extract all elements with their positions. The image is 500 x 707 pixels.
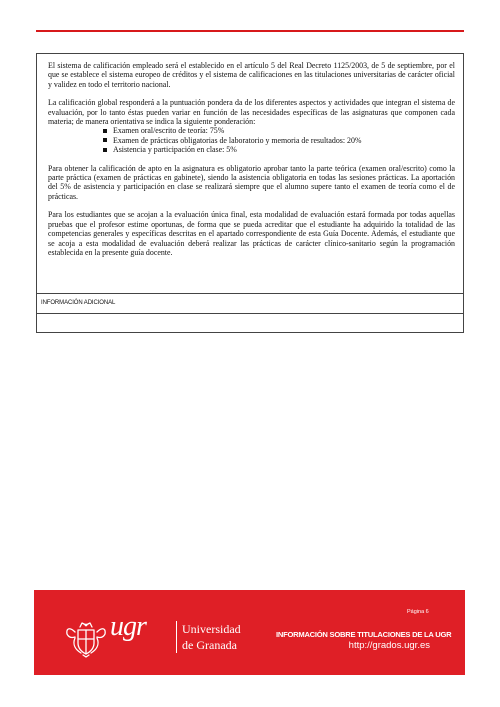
degrees-info-link[interactable]: http://grados.ugr.es [348,640,430,651]
evaluation-paragraph: Para los estudiantes que se acojan a la evaluación única final, esta modalidad de evaluación estará formada por todas aquellas pruebas que el profesor estime oportunas, de forma que se pueda acreditar que el estudiante ha adquirido la totalidad de las competencias generales y específicas descritas en el apartado correspondiente de esta Guía Docente. Además, el estudiante que se acoja a esta modalidad de evaluación deberá realizar las prácticas de carácter clínico-sanitario según la programación establecida en la presente guía docente. [48,210,455,257]
page-footer [34,590,465,675]
weighting-list [48,126,455,154]
header-rule [36,30,464,32]
logo-divider [176,621,177,653]
degrees-info-title: INFORMACIÓN SOBRE TITULACIONES DE LA UGR [276,630,452,639]
ugr-logo: ugr [110,611,146,642]
guide-section-table [36,53,464,333]
additional-info-body [37,314,463,334]
university-name [182,621,241,653]
university-name-line: de Granada [182,638,237,652]
weighting-item: Examen oral/escrito de teoría: 75% [103,126,455,135]
page-number: Página 6 [407,609,429,615]
weighting-item: Examen de prácticas obligatorias de laboratorio y memoria de resultados: 20% [103,136,455,145]
evaluation-cell [37,54,463,294]
evaluation-paragraph: La calificación global responderá a la puntuación pondera da de los diferentes aspectos y actividades que integran el sistema de evaluación, por lo tanto éstas pueden variar en función de las necesidades específicas de las asignaturas que componen cada materia; de manera orientativa se indica la siguiente ponderación: [48,98,455,127]
additional-info-heading: INFORMACIÓN ADICIONAL [37,294,463,314]
university-name-line: Universidad [182,622,241,636]
evaluation-paragraph: El sistema de calificación empleado será el establecido en el artículo 5 del Real Decreto 1125/2003, de 5 de septiembre, por el que se establece el sistema europeo de créditos y el sistema de calificaciones en las titulaciones universitarias de carácter oficial y validez en todo el territorio nacional. [48,61,455,89]
evaluation-paragraph: Para obtener la calificación de apto en la asignatura es obligatorio aprobar tanto la parte teórica (examen oral/escrito) como la parte práctica (examen de prácticas en gabinete), siendo la asistencia obligatoria en todas las sesiones prácticas. La aportación del 5% de asistencia y participación en clase se realizará siempre que el alumno supere tanto el examen de teoría como el de prácticas. [48,163,455,201]
weighting-item: Asistencia y participación en clase: 5% [103,145,455,154]
ugr-crest-icon [65,618,107,658]
